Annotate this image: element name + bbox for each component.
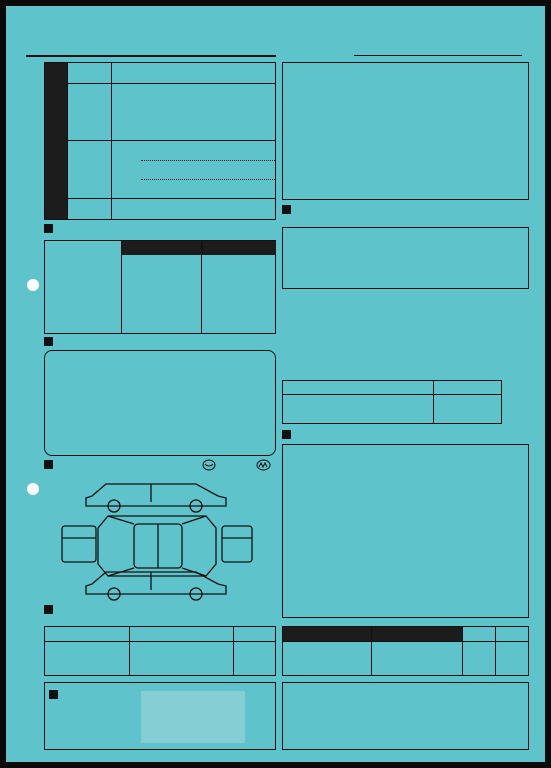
borrower-section bbox=[44, 62, 276, 220]
punch-hole-bottom bbox=[27, 483, 39, 495]
dent-legend-icon bbox=[202, 459, 216, 471]
signature-box bbox=[282, 682, 529, 750]
name-field[interactable] bbox=[112, 63, 275, 83]
license-field[interactable] bbox=[112, 199, 275, 219]
scratch-legend-icon bbox=[256, 459, 271, 471]
address-field[interactable] bbox=[112, 84, 275, 140]
lender-box bbox=[44, 682, 276, 750]
fees-section-title bbox=[44, 224, 57, 235]
inspection-table bbox=[282, 444, 529, 618]
title-underline bbox=[26, 55, 276, 57]
vehicle-table bbox=[282, 62, 529, 200]
fees-header-changed bbox=[202, 241, 276, 255]
fuel-table bbox=[44, 626, 276, 676]
meter-header-out bbox=[283, 627, 371, 641]
lender-redacted-block bbox=[141, 691, 245, 743]
fuel-station-field[interactable] bbox=[130, 642, 233, 675]
meter-table bbox=[282, 626, 529, 676]
punch-hole-top bbox=[27, 279, 39, 291]
fees-table bbox=[44, 240, 276, 334]
insurance-table bbox=[282, 227, 529, 289]
fees-header-planned bbox=[121, 241, 202, 255]
insurance-section-title bbox=[282, 205, 295, 216]
notice-section-title bbox=[44, 337, 57, 348]
lender-title bbox=[49, 689, 62, 700]
car-diagram bbox=[56, 472, 256, 602]
borrower-side-band bbox=[45, 63, 67, 219]
notice-box bbox=[44, 350, 276, 456]
meter-header-back bbox=[372, 627, 462, 641]
signature-field[interactable] bbox=[393, 699, 523, 723]
inspection-section-title bbox=[282, 430, 295, 441]
noc-table bbox=[282, 380, 502, 424]
header-underline bbox=[354, 55, 522, 56]
rental-contract-sheet bbox=[6, 6, 545, 762]
fuel-section-title bbox=[44, 605, 57, 616]
exterior-section-title bbox=[44, 460, 57, 471]
